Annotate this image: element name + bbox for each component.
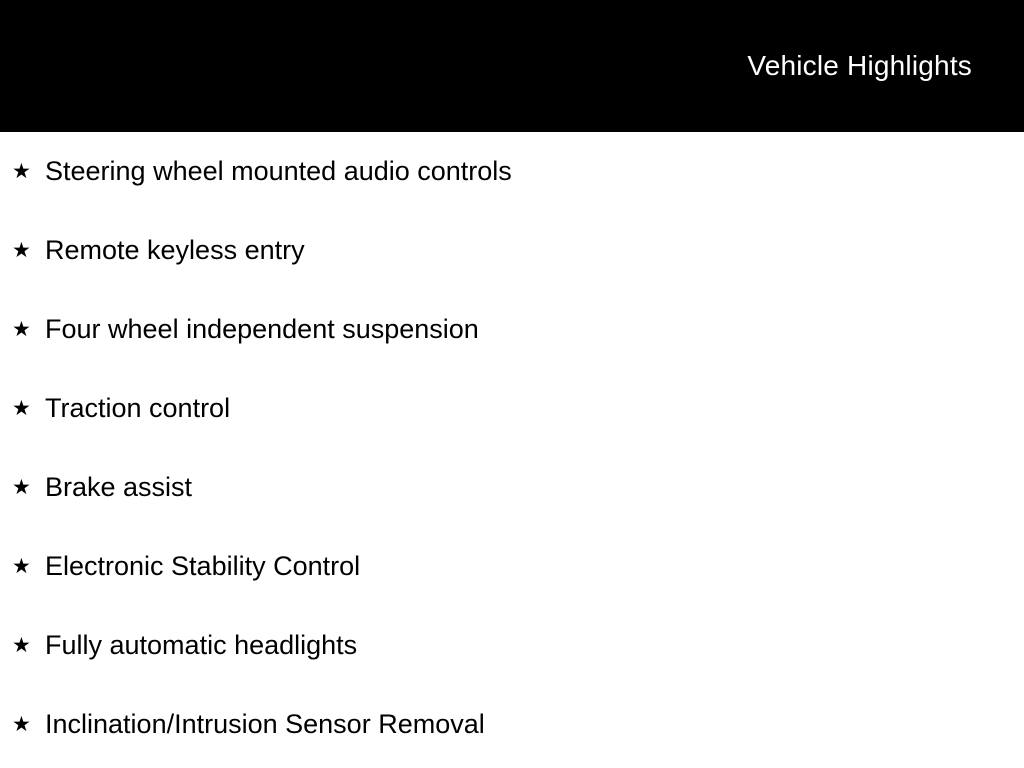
star-bullet-icon: ★: [12, 317, 31, 341]
highlight-item: [12, 549, 1004, 583]
star-bullet-icon: ★: [12, 396, 31, 420]
star-bullet-icon: ★: [12, 238, 31, 262]
highlight-item: [12, 707, 1004, 741]
highlights-list: [0, 132, 1024, 741]
highlight-item: [12, 470, 1004, 504]
highlight-item-label: Remote keyless entry: [45, 235, 305, 265]
highlight-item-label: Fully automatic headlights: [45, 630, 358, 660]
header-bar: [0, 0, 1024, 132]
highlight-item-label: Inclination/Intrusion Sensor Removal: [45, 709, 485, 739]
star-bullet-icon: ★: [12, 475, 31, 499]
star-bullet-icon: ★: [12, 554, 31, 578]
highlight-item-label: Traction control: [45, 393, 231, 423]
highlight-item: [12, 391, 1004, 425]
highlight-item-label: Electronic Stability Control: [45, 551, 361, 581]
star-bullet-icon: ★: [12, 633, 31, 657]
highlight-item: [12, 628, 1004, 662]
highlight-item-label: Brake assist: [45, 472, 193, 502]
highlight-item-label: Steering wheel mounted audio controls: [45, 156, 512, 186]
highlight-item: [12, 154, 1004, 188]
highlight-item: [12, 312, 1004, 346]
highlight-item: [12, 233, 1004, 267]
highlight-item-label: Four wheel independent suspension: [45, 314, 479, 344]
star-bullet-icon: ★: [12, 159, 31, 183]
page-title: Vehicle Highlights: [747, 50, 972, 81]
star-bullet-icon: ★: [12, 712, 31, 736]
